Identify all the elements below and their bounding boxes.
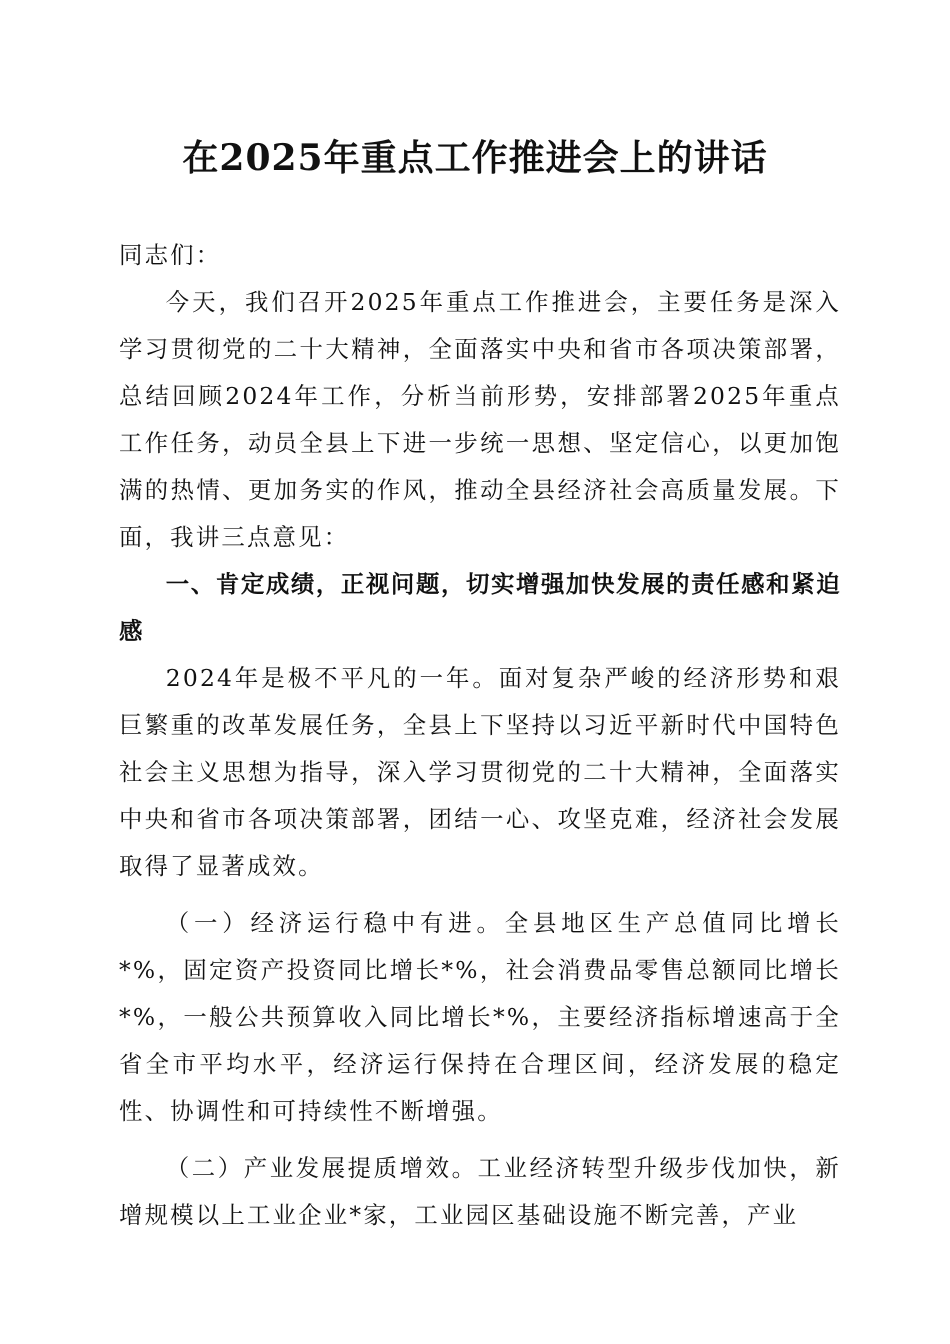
section-one-heading: 一、肯定成绩，正视问题，切实增强加快发展的责任感和紧迫感: [119, 570, 841, 645]
point-two-paragraph: （二）产业发展提质增效。工业经济转型升级步伐加快，新增规模以上工业企业*家，工业园区基础设施不断完善，产业: [119, 1154, 841, 1229]
opening-paragraph: 今天，我们召开2025年重点工作推进会，主要任务是深入学习贯彻党的二十大精神，全面落实中央和省市各项决策部署，总结回顾2024年工作，分析当前形势，安排部署2025年重点工作任务，动员全县上下进一步统一思想、坚定信心，以更加饱满的热情、更加务实的作风，推动全县经济社会高质量发展。下面，我讲三点意见：: [119, 288, 841, 551]
section-one-intro: 2024年是极不平凡的一年。面对复杂严峻的经济形势和艰巨繁重的改革发展任务，全县上下坚持以习近平新时代中国特色社会主义思想为指导，深入学习贯彻党的二十大精神，全面落实中央和省市各项决策部署，团结一心、攻坚克难，经济社会发展取得了显著成效。: [119, 664, 841, 880]
salutation: 同志们：: [119, 241, 222, 269]
point-one-paragraph: （一）经济运行稳中有进。全县地区生产总值同比增长*%，固定资产投资同比增长*%，社会消费品零售总额同比增长*%，一般公共预算收入同比增长*%，主要经济指标增速高于全省全市平均水平，经济运行保持在合理区间，经济发展的稳定性、协调性和可持续性不断增强。: [119, 909, 841, 1125]
document-body: [119, 232, 841, 1239]
document-title: 在2025年重点工作推进会上的讲话: [182, 137, 768, 179]
